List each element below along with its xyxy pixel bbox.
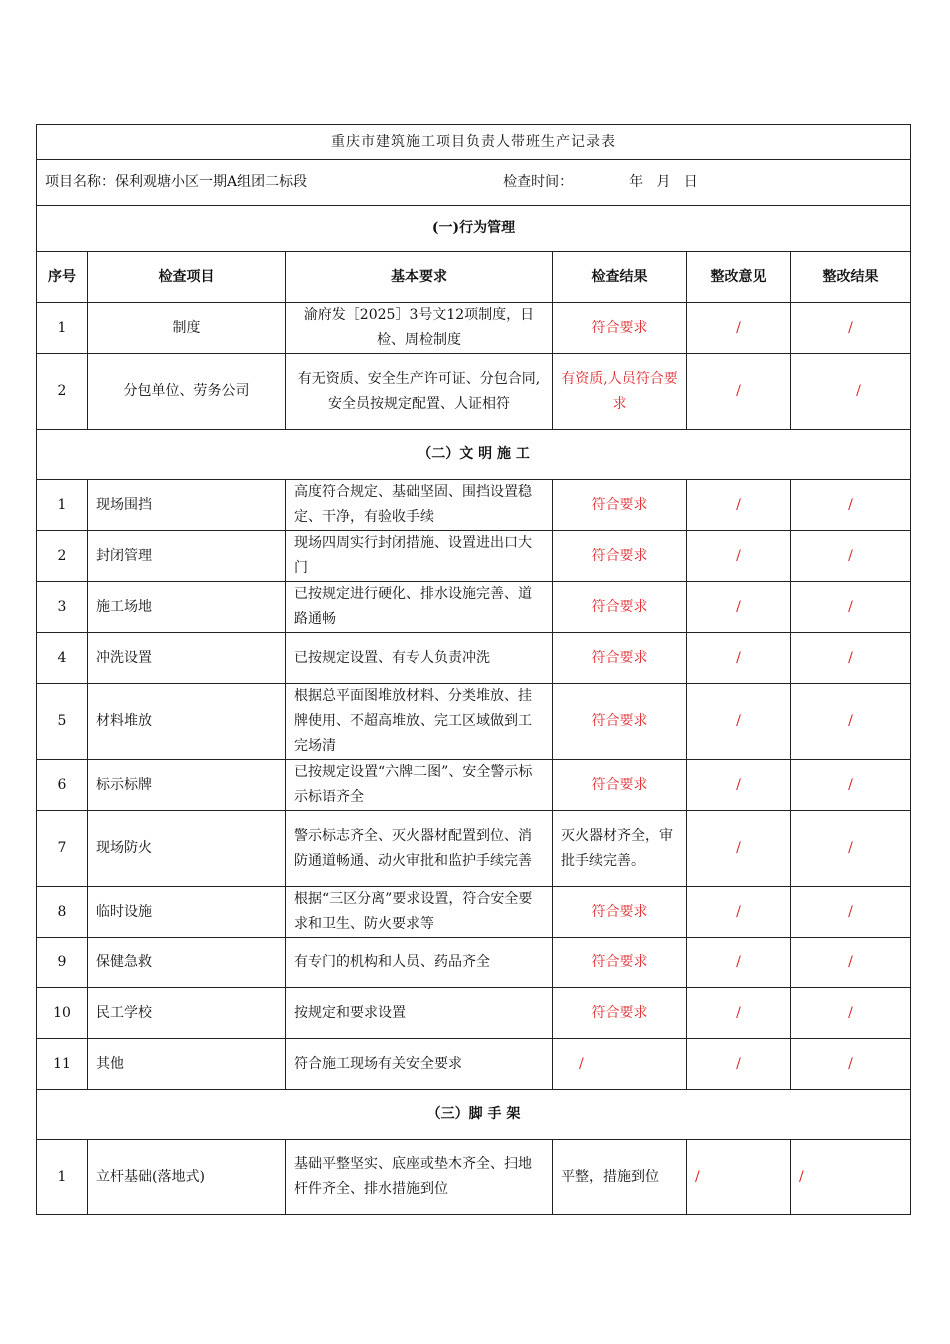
header-result: 检查结果 [553, 252, 687, 303]
row-requirement: 根据“三区分离”要求设置，符合安全要求和卫生、防火要求等 [286, 887, 553, 938]
header-opinion: 整改意见 [687, 252, 791, 303]
row-requirement: 渝府发［2025］3号文12项制度，日检、周检制度 [286, 303, 553, 354]
row-outcome: / [791, 633, 911, 684]
row-result: 符合要求 [553, 684, 687, 760]
row-result: 符合要求 [553, 633, 687, 684]
row-result: 符合要求 [553, 582, 687, 633]
table-row [37, 760, 911, 811]
row-outcome: / [791, 811, 911, 887]
row-no: 4 [37, 633, 88, 684]
row-outcome: / [791, 760, 911, 811]
row-result: 符合要求 [553, 480, 687, 531]
row-no: 5 [37, 684, 88, 760]
row-requirement: 按规定和要求设置 [286, 988, 553, 1039]
row-result: 符合要求 [553, 938, 687, 988]
row-no: 10 [37, 988, 88, 1039]
header-requirement: 基本要求 [286, 252, 553, 303]
row-outcome: / [791, 582, 911, 633]
header-no: 序号 [37, 252, 88, 303]
row-outcome: / [791, 480, 911, 531]
row-opinion: / [687, 1140, 791, 1215]
row-requirement: 已按规定进行硬化、排水设施完善、道路通畅 [286, 582, 553, 633]
row-outcome: / [791, 988, 911, 1039]
row-no: 3 [37, 582, 88, 633]
row-requirement: 有无资质、安全生产许可证、分包合同,安全员按规定配置、人证相符 [286, 354, 553, 430]
row-no: 9 [37, 938, 88, 988]
row-no: 6 [37, 760, 88, 811]
row-requirement: 根据总平面图堆放材料、分类堆放、挂牌使用、不超高堆放、完工区域做到工完场清 [286, 684, 553, 760]
row-requirement: 基础平整坚实、底座或垫木齐全、扫地杆件齐全、排水措施到位 [286, 1140, 553, 1215]
row-requirement: 已按规定设置、有专人负责冲洗 [286, 633, 553, 684]
row-outcome: / [791, 1039, 911, 1090]
row-item: 临时设施 [88, 887, 286, 938]
row-requirement: 已按规定设置“六牌二图”、安全警示标示标语齐全 [286, 760, 553, 811]
row-requirement: 现场四周实行封闭措施、设置进出口大门 [286, 531, 553, 582]
project-meta-row [37, 160, 911, 206]
row-result: 灭火器材齐全，审批手续完善。 [553, 811, 687, 887]
table-row [37, 354, 911, 430]
row-result: / [553, 1039, 687, 1090]
row-item: 制度 [88, 303, 286, 354]
row-outcome: / [791, 354, 911, 430]
section-title-behavior: (一)行为管理 [37, 206, 911, 252]
row-opinion: / [687, 582, 791, 633]
row-no: 1 [37, 303, 88, 354]
row-item: 民工学校 [88, 988, 286, 1039]
table-title: 重庆市建筑施工项目负责人带班生产记录表 [37, 125, 911, 160]
table-row [37, 938, 911, 988]
section-title-scaffolding: （三）脚 手 架 [37, 1090, 911, 1140]
row-item: 现场围挡 [88, 480, 286, 531]
table-row [37, 582, 911, 633]
row-opinion: / [687, 633, 791, 684]
row-item: 标示标牌 [88, 760, 286, 811]
row-item: 冲洗设置 [88, 633, 286, 684]
row-outcome: / [791, 684, 911, 760]
row-item: 现场防火 [88, 811, 286, 887]
row-result: 符合要求 [553, 760, 687, 811]
row-item: 其他 [88, 1039, 286, 1090]
table-row [37, 1140, 911, 1215]
row-opinion: / [687, 811, 791, 887]
project-name-label: 项目名称：保利观塘小区一期A组团二标段 [45, 174, 308, 190]
row-no: 7 [37, 811, 88, 887]
row-no: 2 [37, 531, 88, 582]
row-item: 封闭管理 [88, 531, 286, 582]
row-opinion: / [687, 938, 791, 988]
row-item: 保健急救 [88, 938, 286, 988]
row-no: 1 [37, 1140, 88, 1215]
row-item: 材料堆放 [88, 684, 286, 760]
row-result: 符合要求 [553, 887, 687, 938]
table-row [37, 633, 911, 684]
row-result: 平整，措施到位 [553, 1140, 687, 1215]
row-result: 符合要求 [553, 531, 687, 582]
row-no: 2 [37, 354, 88, 430]
table-row [37, 988, 911, 1039]
table-row [37, 1039, 911, 1090]
table-row [37, 480, 911, 531]
row-requirement: 有专门的机构和人员、药品齐全 [286, 938, 553, 988]
row-opinion: / [687, 887, 791, 938]
row-opinion: / [687, 480, 791, 531]
row-no: 1 [37, 480, 88, 531]
row-outcome: / [791, 887, 911, 938]
row-item: 立杆基础(落地式) [88, 1140, 286, 1215]
row-result: 符合要求 [553, 988, 687, 1039]
row-outcome: / [791, 1140, 911, 1215]
header-item: 检查项目 [88, 252, 286, 303]
section-title-civilized-construction: （二）文 明 施 工 [37, 430, 911, 480]
inspection-record-table [36, 124, 911, 1215]
row-item: 分包单位、劳务公司 [88, 354, 286, 430]
table-row [37, 684, 911, 760]
row-item: 施工场地 [88, 582, 286, 633]
row-outcome: / [791, 531, 911, 582]
row-requirement: 高度符合规定、基础坚固、围挡设置稳定、干净，有验收手续 [286, 480, 553, 531]
row-result: 符合要求 [553, 303, 687, 354]
row-result: 有资质,人员符合要求 [553, 354, 687, 430]
row-outcome: / [791, 938, 911, 988]
row-no: 8 [37, 887, 88, 938]
row-opinion: / [687, 684, 791, 760]
table-row [37, 811, 911, 887]
inspect-time-label: 检查时间： [503, 174, 574, 190]
table-row [37, 887, 911, 938]
table-row [37, 531, 911, 582]
table-row [37, 303, 911, 354]
row-opinion: / [687, 760, 791, 811]
row-requirement: 警示标志齐全、灭火器材配置到位、消防通道畅通、动火审批和监护手续完善 [286, 811, 553, 887]
row-no: 11 [37, 1039, 88, 1090]
row-opinion: / [687, 303, 791, 354]
row-opinion: / [687, 1039, 791, 1090]
header-outcome: 整改结果 [791, 252, 911, 303]
row-opinion: / [687, 531, 791, 582]
inspect-date-fields: 年 月 日 [629, 174, 698, 190]
row-outcome: / [791, 303, 911, 354]
row-opinion: / [687, 354, 791, 430]
column-header-row [37, 252, 911, 303]
row-requirement: 符合施工现场有关安全要求 [286, 1039, 553, 1090]
row-opinion: / [687, 988, 791, 1039]
